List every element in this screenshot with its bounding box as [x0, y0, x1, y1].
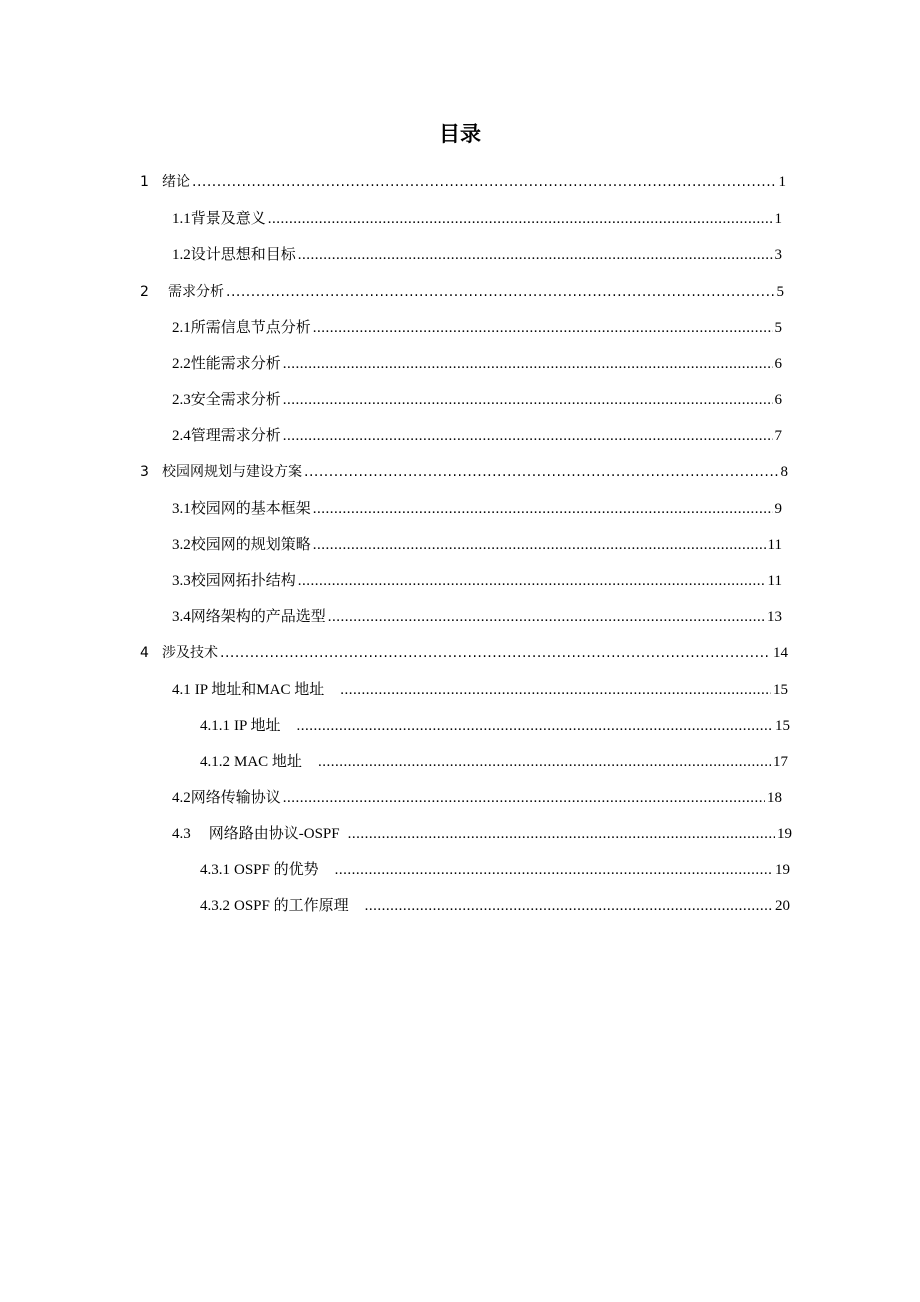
- toc-entry[interactable]: [172, 243, 782, 265]
- dot-leader: [365, 898, 773, 915]
- toc-number: 1.2: [172, 247, 191, 263]
- toc-entry[interactable]: [172, 207, 782, 229]
- toc-page-number: 5: [774, 320, 782, 336]
- dot-leader: [304, 464, 779, 480]
- toc-number: 2.3: [172, 392, 191, 408]
- toc-page-number: 7: [774, 428, 782, 444]
- dot-leader: [298, 573, 766, 590]
- toc-entry[interactable]: [200, 858, 790, 880]
- dot-leader: [297, 718, 773, 735]
- dot-leader: [283, 428, 773, 445]
- toc-number: 4.3.1: [200, 862, 230, 878]
- dot-leader: [348, 826, 775, 843]
- dot-leader: [298, 247, 773, 264]
- dot-leader: [226, 284, 775, 300]
- dot-leader: [283, 356, 773, 373]
- toc-entry[interactable]: [140, 461, 788, 483]
- toc-label: IP 地址: [234, 718, 281, 734]
- toc-entry[interactable]: [172, 388, 782, 410]
- toc-number: 4.1.2: [200, 754, 230, 770]
- toc-page-number: 19: [777, 826, 792, 842]
- toc-page-number: 15: [773, 682, 788, 698]
- dot-leader: [340, 682, 771, 699]
- toc-page-number: 8: [780, 464, 788, 480]
- dot-leader: [318, 754, 771, 771]
- dot-leader: [313, 320, 773, 337]
- toc-number: 4.2: [172, 790, 191, 806]
- toc-page-number: 3: [774, 247, 782, 263]
- toc-page-number: 17: [773, 754, 788, 770]
- dot-leader: [328, 609, 765, 626]
- toc-label: 校园网拓扑结构: [190, 573, 296, 589]
- toc-label: 网络架构的产品选型: [190, 609, 326, 625]
- toc-page-number: 6: [774, 392, 782, 408]
- toc-page-number: 13: [767, 609, 782, 625]
- toc-number: 4.3: [172, 826, 191, 842]
- toc-page-number: 11: [767, 537, 782, 553]
- toc-number: 4.1.1: [200, 718, 230, 734]
- toc-number: 1: [140, 174, 149, 190]
- toc-entry[interactable]: [172, 533, 782, 555]
- toc-label: 涉及技术: [162, 645, 218, 661]
- toc-page-number: 20: [775, 898, 790, 914]
- toc-entry[interactable]: [172, 352, 782, 374]
- toc-entry[interactable]: [172, 678, 788, 700]
- toc-number: 3: [140, 464, 149, 480]
- toc-entry[interactable]: [172, 605, 782, 627]
- toc-label: OSPF 的优势: [234, 862, 319, 878]
- toc-label: 性能需求分析: [190, 356, 281, 372]
- toc-number: 3.4: [172, 609, 191, 625]
- page-title: 目录: [439, 122, 481, 146]
- toc-page-number: 6: [774, 356, 782, 372]
- toc-number: 4.3.2: [200, 898, 230, 914]
- toc-label: 网络传输协议: [190, 790, 281, 806]
- toc-label: 校园网的规划策略: [190, 537, 311, 553]
- toc-label: 校园网的基本框架: [190, 501, 311, 517]
- toc-entry[interactable]: [200, 714, 790, 736]
- toc-label: OSPF 的工作原理: [234, 898, 349, 914]
- toc-page-number: 19: [775, 862, 790, 878]
- toc-entry[interactable]: [172, 316, 782, 338]
- toc-page-number: 15: [775, 718, 790, 734]
- toc-label: 背景及意义: [190, 211, 266, 227]
- toc-page-number: 18: [767, 790, 782, 806]
- toc-page-number: 5: [776, 284, 784, 300]
- toc-number: 3.1: [172, 501, 191, 517]
- toc-number: 2: [140, 284, 149, 300]
- toc-label: 所需信息节点分析: [190, 320, 311, 336]
- dot-leader: [268, 211, 773, 228]
- toc-entry[interactable]: [200, 750, 788, 772]
- toc-number: 2.4: [172, 428, 191, 444]
- toc-label: 设计思想和目标: [190, 247, 296, 263]
- toc-number: 3.2: [172, 537, 191, 553]
- toc-entry[interactable]: [200, 894, 790, 916]
- toc-entry[interactable]: [172, 497, 782, 519]
- toc-label: IP 地址和MAC 地址: [194, 682, 325, 698]
- dot-leader: [313, 501, 773, 518]
- toc-label: 网络路由协议-OSPF: [208, 826, 340, 842]
- toc-label: 需求分析: [168, 284, 224, 300]
- toc-number: 1.1: [172, 211, 191, 227]
- toc-label: 校园网规划与建设方案: [162, 464, 302, 480]
- dot-leader: [313, 537, 766, 554]
- toc-entry[interactable]: [172, 822, 792, 844]
- toc-label: MAC 地址: [234, 754, 302, 770]
- toc-entry[interactable]: [172, 424, 782, 446]
- toc-entry[interactable]: [140, 281, 784, 303]
- toc-number: 2.2: [172, 356, 191, 372]
- toc-entry[interactable]: [140, 642, 788, 664]
- toc-number: 4: [140, 645, 149, 661]
- toc-page-number: 1: [778, 174, 786, 190]
- toc-number: 4.1: [172, 682, 191, 698]
- toc-label: 绪论: [162, 174, 190, 190]
- dot-leader: [220, 645, 771, 661]
- dot-leader: [283, 790, 765, 807]
- toc-entry[interactable]: [140, 171, 786, 193]
- dot-leader: [192, 174, 777, 190]
- toc-page-number: 1: [774, 211, 782, 227]
- toc-page-number: 14: [773, 645, 788, 661]
- dot-leader: [335, 862, 773, 879]
- toc-entry[interactable]: [172, 569, 782, 591]
- toc-label: 安全需求分析: [190, 392, 281, 408]
- toc-page-number: 9: [774, 501, 782, 517]
- toc-number: 2.1: [172, 320, 191, 336]
- dot-leader: [283, 392, 773, 409]
- toc-number: 3.3: [172, 573, 191, 589]
- toc-entry[interactable]: [172, 786, 782, 808]
- toc-page-number: 11: [767, 573, 782, 589]
- toc-label: 管理需求分析: [190, 428, 281, 444]
